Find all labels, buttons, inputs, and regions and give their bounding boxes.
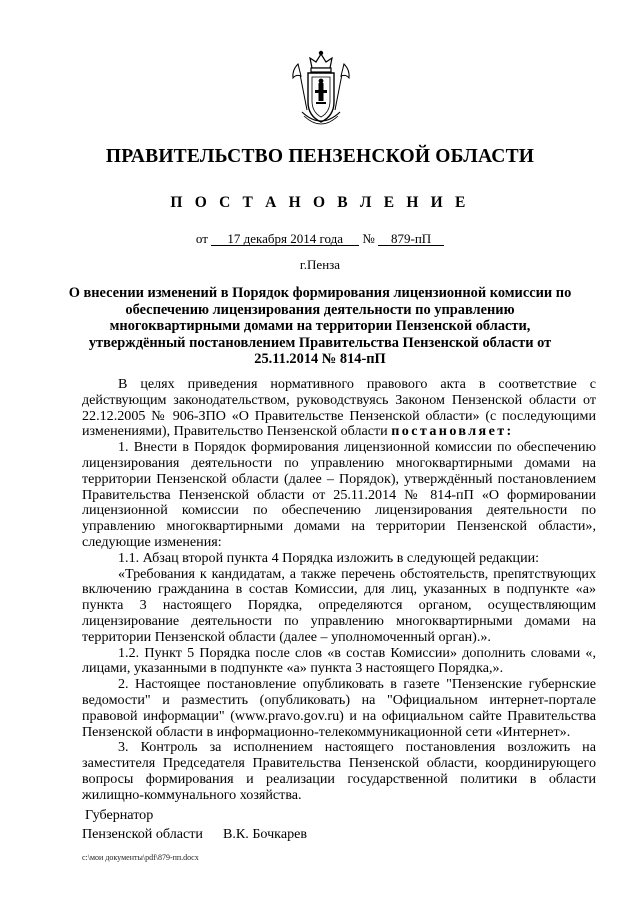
preamble-text: В целях приведения нормативного правового акта в соответствие с действующим законодательством, руководствуясь Законом Пензенской области от 22.12.2005 № 906-ЗПО «О Правительстве Пензенской области» (с последующими изменениями), Правительство Пензенской области <box>82 376 596 440</box>
number-sign: № <box>362 231 375 246</box>
signature-title-2: Пензенской области <box>82 826 203 842</box>
document-number: 879-пП <box>378 232 444 246</box>
document-body <box>82 377 596 804</box>
paragraph-2: 2. Настоящее постановление опубликовать в газете "Пензенские губернские ведомости" и разместить (опубликовать) на "Официальном интернет-портале правовой информации" (www.pravo.gov.ru) и на официальном сайте Правительства Пензенской области в информационно-телекоммуникационной сети «Интернет». <box>82 676 596 740</box>
paragraph-1-1: 1.1. Абзац второй пункта 4 Порядка изложить в следующей редакции: <box>118 549 540 566</box>
paragraph-1-2: 1.2. Пункт 5 Порядка после слов «в состав Комиссии» дополнить словами «, лицами, указанными в подпункте «а» пункта 3 настоящего Порядка,». <box>82 644 596 677</box>
document-date: 17 декабря 2014 года <box>211 232 359 246</box>
date-number-line <box>0 231 640 247</box>
city: г.Пенза <box>299 257 341 272</box>
document-subject: О внесении изменений в Порядок формирования лицензионной комиссии по обеспечению лицензирования деятельности по управлению многоквартирными домами на территории Пензенской области, утверждённый постановлением Правительства Пензенской области от 25.11.2014 № 814-пП <box>68 285 572 368</box>
signature-block <box>82 806 307 844</box>
paragraph-preamble <box>82 377 596 440</box>
coat-of-arms-emblem <box>290 50 352 128</box>
paragraph-1: 1. Внести в Порядок формирования лицензионной комиссии по обеспечению лицензирования деятельности по управлению многоквартирными домами на территории Пензенской области (далее – Порядок), утверждённый постановлением Правительства Пензенской области от 25.11.2014 № 814-пП «О формировании лицензионной комиссии по обеспечению лицензирования деятельности по управлению многоквартирными домами на территории Пензенской области», следующие изменения: <box>82 439 596 550</box>
date-prefix: от <box>195 231 208 246</box>
document-type: П О С Т А Н О В Л Е Н И Е <box>170 194 470 211</box>
signature-row <box>82 825 307 844</box>
signature-title-1: Губернатор <box>85 807 154 823</box>
paragraph-quote: «Требования к кандидатам, а также перечень обстоятельств, препятствующих включению гражданина в состав Комиссии, для лиц, указанных в подпункте «а» пункта 3 настоящего Порядка, определяются органом, осуществляющим лицензирование деятельности по управлению многоквартирными домами на территории Пензенской области (далее – уполномоченный орган).». <box>82 565 596 645</box>
resolves-word: постановляет: <box>391 423 514 440</box>
paragraph-3: 3. Контроль за исполнением настоящего постановления возложить на заместителя Председателя Правительства Пензенской области, координирующего вопросы формирования и реализации государственной политики в области жилищно-коммунального хозяйства. <box>82 739 596 803</box>
signatory-name: В.К. Бочкарев <box>222 826 308 842</box>
file-path: c:\мои документы\pdf\879-пп.docx <box>82 853 199 862</box>
government-title: ПРАВИТЕЛЬСТВО ПЕНЗЕНСКОЙ ОБЛАСТИ <box>105 146 535 167</box>
